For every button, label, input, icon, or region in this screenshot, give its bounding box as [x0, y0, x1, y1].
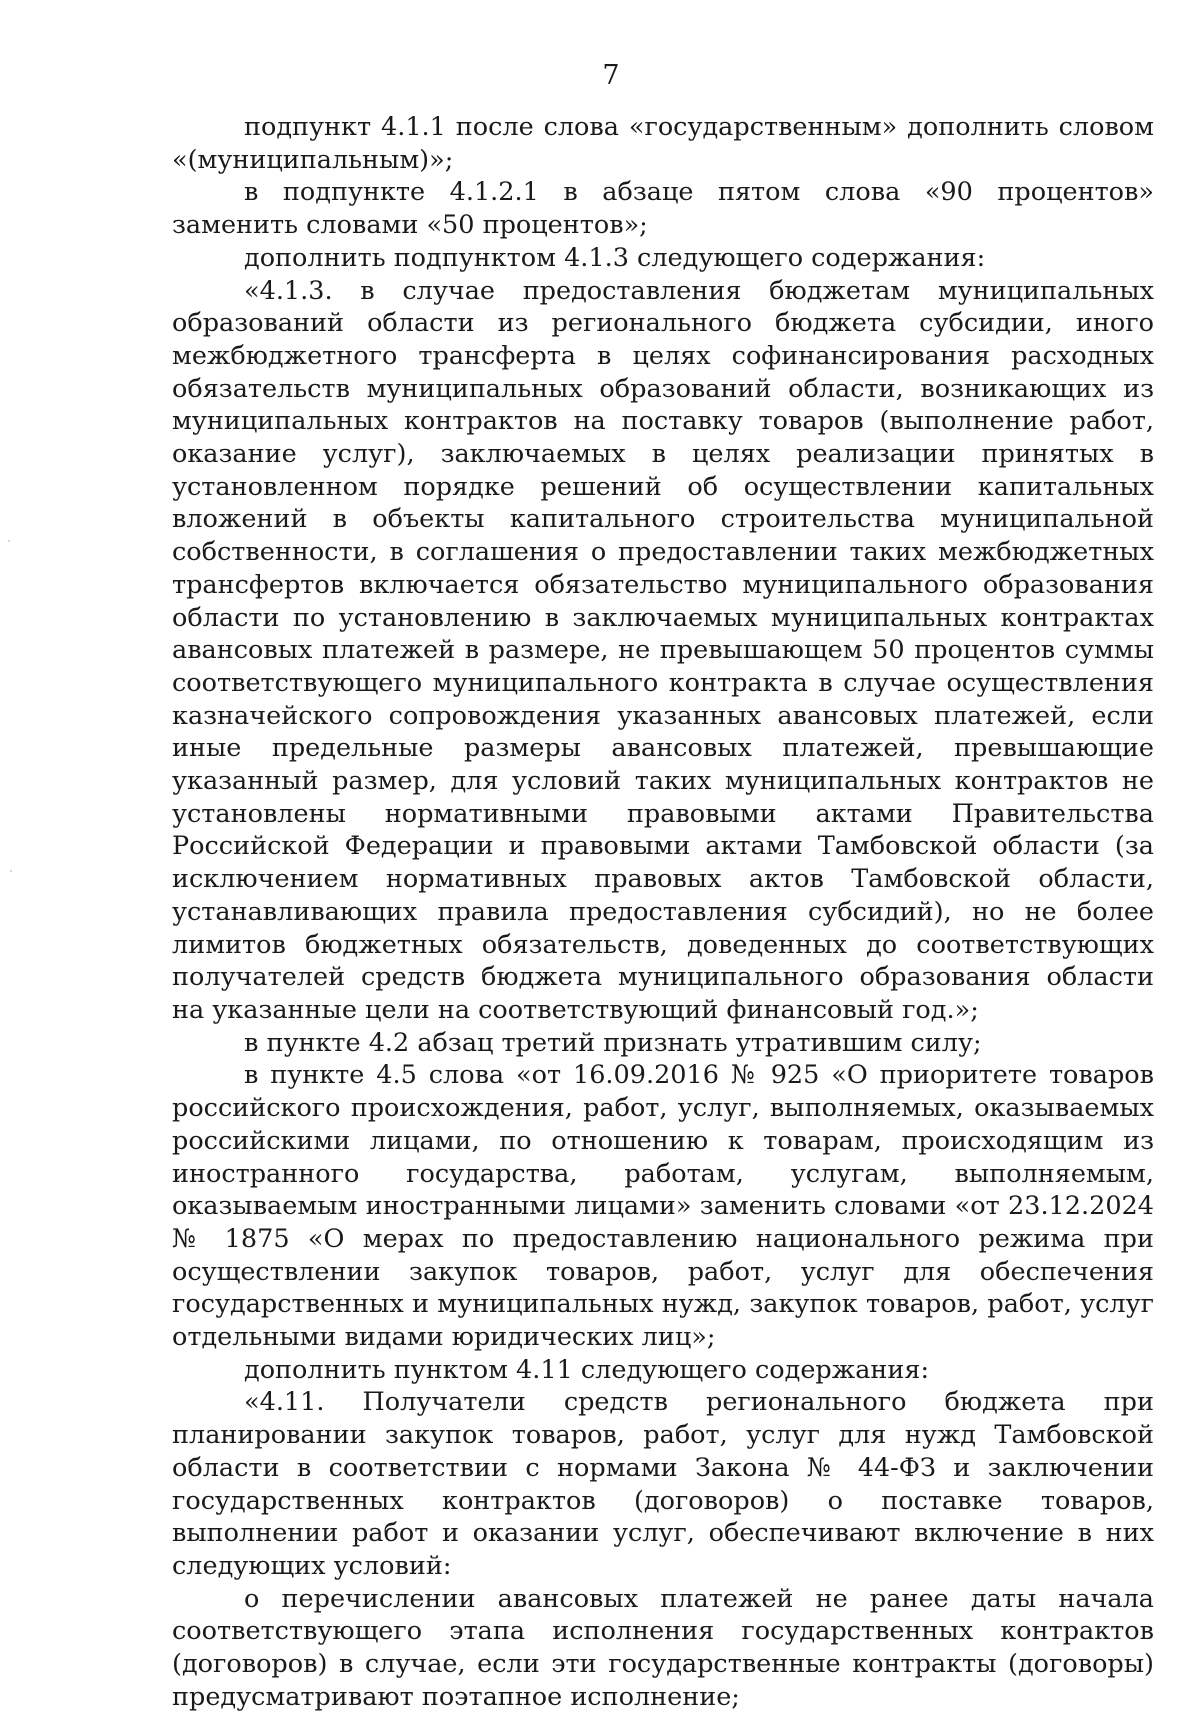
scan-artifact	[8, 540, 10, 542]
page-number: 7	[602, 60, 620, 91]
paragraph: подпункт 4.1.1 после слова «государственным» дополнить словом «(муниципальным)»;	[172, 112, 1154, 175]
paragraph: в пункте 4.2 абзац третий признать утратившим силу;	[244, 1027, 982, 1058]
paragraph: «4.11. Получатели средств регионального бюджета при планировании закупок товаров, работ, услуг для нужд Тамбовской области в соответствии с нормами Закона № 44-ФЗ и заключении государственных контрактов (договоров) о поставке товаров, выполнении работ и оказании услуг, обеспечивают включение в них следующих условий:	[172, 1387, 1154, 1581]
paragraph: дополнить пунктом 4.11 следующего содержания:	[244, 1354, 930, 1385]
paragraph: «4.1.3. в случае предоставления бюджетам муниципальных образований области из регионального бюджета субсидии, иного межбюджетного трансферта в целях софинансирования расходных обязательств муниципальных образований области, возникающих из муниципальных контрактов на поставку товаров (выполнение работ, оказание услуг), заключаемых в целях реализации принятых в установленном порядке решений об осуществлении капитальных вложений в объекты капитального строительства муниципальной собственности, в соглашения о предоставлении таких межбюджетных трансфертов включается обязательство муниципального образования области по установлению в заключаемых муниципальных контрактах авансовых платежей в размере, не превышающем 50 процентов суммы соответствующего муниципального контракта в случае осуществления казначейского сопровождения указанных авансовых платежей, если иные предельные размеры авансовых платежей, превышающие указанный размер, для условий таких муниципальных контрактов не установлены нормативными правовыми актами Правительства Российской Федерации и правовыми актами Тамбовской области (за исключением нормативных правовых актов Тамбовской области, устанавливающих правила предоставления субсидий), но не более лимитов бюджетных обязательств, доведенных до соответствующих получателей средств бюджета муниципального образования области на указанные цели на соответствующий финансовый год.»;	[172, 275, 1154, 1025]
scan-artifact	[10, 870, 12, 872]
paragraph: в пункте 4.5 слова «от 16.09.2016 № 925 «О приоритете товаров российского происхождения, работ, услуг, выполняемых, оказываемых российскими лицами, по отношению к товарам, происходящим из иностранного государства, работам, услугам, выполняемым, оказываемым иностранными лицами» заменить словами «от 23.12.2024 № 1875 «О мерах по предоставлению национального режима при осуществлении закупок товаров, работ, услуг для обеспечения государственных и муниципальных нужд, закупок товаров, работ, услуг отдельными видами юридических лиц»;	[172, 1060, 1154, 1353]
paragraph: в подпункте 4.1.2.1 в абзаце пятом слова «90 процентов» заменить словами «50 процентов»;	[172, 177, 1154, 241]
paragraph: дополнить подпунктом 4.1.3 следующего содержания:	[244, 242, 986, 273]
paragraph: о перечислении авансовых платежей не ранее даты начала соответствующего этапа исполнения государственных контрактов (договоров) в случае, если эти государственные контракты (договоры) предусматривают поэтапное исполнение;	[172, 1583, 1154, 1712]
document-body	[172, 111, 1154, 1713]
